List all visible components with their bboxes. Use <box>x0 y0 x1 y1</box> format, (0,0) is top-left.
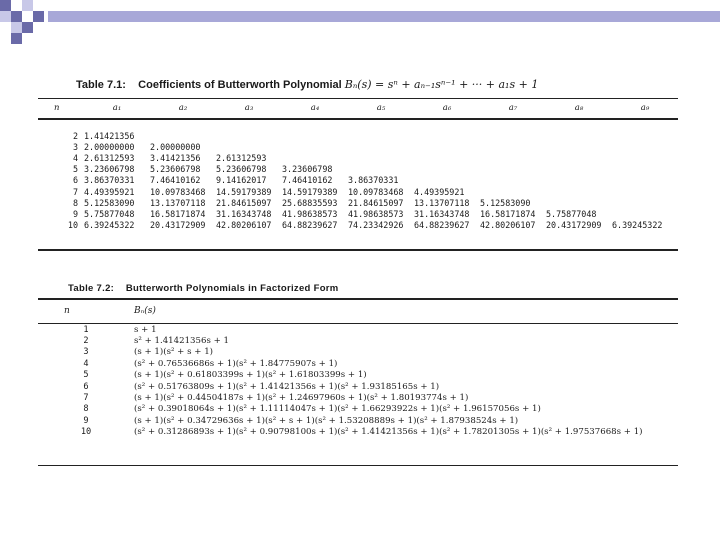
coefficient-cell: 13.13707118 <box>414 197 470 208</box>
coefficient-cell: 1.41421356 <box>84 130 135 141</box>
coefficients-table <box>38 100 678 231</box>
coefficient-cell: 3.86370331 <box>84 175 135 186</box>
deco-square <box>22 11 33 22</box>
table1-header-a9: a₉ <box>640 103 650 113</box>
coefficient-cell: 42.80206107 <box>216 220 272 231</box>
table1-header-a7: a₇ <box>508 103 518 113</box>
coefficient-cell: 14.59179389 <box>216 186 272 197</box>
row-order-cell: 3 <box>72 141 78 152</box>
coefficient-cell: 6.39245322 <box>612 220 663 231</box>
coefficient-cell: 10.09783468 <box>150 186 206 197</box>
table-row <box>38 197 678 208</box>
coefficient-cell: 16.58171874 <box>150 208 206 219</box>
deco-square <box>11 11 22 22</box>
coefficient-cell <box>348 164 414 175</box>
table2-caption: Butterworth Polynomials in Factorized Form <box>125 283 339 294</box>
coefficient-cell: 21.84615097 <box>216 197 272 208</box>
coefficient-cell: 7.46410162 <box>282 175 333 186</box>
coefficient-cell <box>612 186 678 197</box>
coefficient-cell <box>216 141 282 152</box>
coefficient-cell: 25.68835593 <box>282 197 338 208</box>
table2-label: Table 7.2: <box>68 283 115 294</box>
table-row <box>38 370 678 381</box>
coefficient-cell <box>348 130 414 141</box>
table2-bottom-rule <box>38 465 678 466</box>
table2-header-bn: Bₙ(s) <box>134 306 156 316</box>
table-row <box>38 427 678 438</box>
row-order-cell: 9 <box>83 415 89 426</box>
deco-square <box>0 11 11 22</box>
table-row <box>38 130 678 141</box>
row-order-cell: 3 <box>83 347 89 358</box>
polynomial-cell: (s² + 0.76536686s + 1)(s² + 1.84775907s + 1) <box>134 358 338 369</box>
coefficient-cell <box>612 175 678 186</box>
coefficient-cell <box>612 164 678 175</box>
coefficient-cell <box>546 152 612 163</box>
coefficient-cell <box>612 152 678 163</box>
coefficient-cell: 7.46410162 <box>150 175 201 186</box>
coefficient-cell: 5.75877048 <box>84 208 135 219</box>
table-row <box>38 381 678 392</box>
row-order-cell: 8 <box>83 404 89 415</box>
coefficient-cell: 3.41421356 <box>150 152 201 163</box>
coefficient-cell: 64.88239627 <box>282 220 338 231</box>
coefficient-cell <box>546 141 612 152</box>
row-order-cell: 2 <box>83 336 89 347</box>
table-row <box>38 392 678 403</box>
coefficient-cell <box>612 208 678 219</box>
coefficient-cell: 31.16343748 <box>216 208 272 219</box>
row-order-cell: 6 <box>72 175 78 186</box>
coefficient-cell <box>216 130 282 141</box>
table-row <box>38 186 678 197</box>
coefficient-cell: 74.23342926 <box>348 220 404 231</box>
table1-header-a4: a₄ <box>310 103 320 113</box>
polynomial-cell: (s² + 0.39018064s + 1)(s² + 1.11114047s + 1)(s² + 1.66293922s + 1)(s² + 1.96157056s + 1) <box>134 404 541 415</box>
coefficient-cell <box>480 141 546 152</box>
deco-square <box>0 0 11 11</box>
row-order-cell: 2 <box>72 130 78 141</box>
table1-label: Table 7.1: <box>76 79 126 91</box>
coefficient-cell: 41.98638573 <box>282 208 338 219</box>
table-row <box>38 175 678 186</box>
coefficient-cell <box>414 164 480 175</box>
coefficient-cell: 2.00000000 <box>84 141 135 152</box>
coefficient-cell: 3.86370331 <box>348 175 399 186</box>
table2-header-row <box>38 300 678 324</box>
row-order-cell: 8 <box>72 197 78 208</box>
row-order-cell: 7 <box>72 186 78 197</box>
coefficient-cell: 20.43172909 <box>546 220 602 231</box>
table-row <box>38 152 678 163</box>
table1-caption: Coefficients of Butterworth Polynomial <box>138 79 342 91</box>
table1-formula: Bₙ(s) = sⁿ + aₙ₋₁sⁿ⁻¹ + ··· + a₁s + 1 <box>344 78 539 91</box>
coefficient-cell <box>480 186 546 197</box>
table1-header-a2: a₂ <box>178 103 188 113</box>
coefficient-cell: 41.98638573 <box>348 208 404 219</box>
deco-square <box>11 33 22 44</box>
table1-spacer <box>38 116 678 130</box>
table1-header-a5: a₅ <box>376 103 386 113</box>
table2-header-n: n <box>64 306 70 316</box>
coefficient-cell <box>546 186 612 197</box>
table-row <box>38 404 678 415</box>
row-order-cell: 10 <box>80 427 92 438</box>
polynomial-cell: (s + 1)(s² + 0.34729636s + 1)(s² + s + 1)(s² + 1.53208889s + 1)(s² + 1.87938524s + 1) <box>134 415 519 426</box>
coefficient-cell <box>282 141 348 152</box>
coefficient-cell: 6.39245322 <box>84 220 135 231</box>
row-order-cell: 4 <box>83 358 89 369</box>
row-order-cell: 10 <box>67 220 78 231</box>
slide-header-decoration <box>0 0 720 44</box>
deco-square <box>22 0 33 11</box>
coefficient-cell: 21.84615097 <box>348 197 404 208</box>
coefficient-cell: 20.43172909 <box>150 220 206 231</box>
polynomial-cell: (s + 1)(s² + 0.44504187s + 1)(s² + 1.24697960s + 1)(s² + 1.80193774s + 1) <box>134 393 469 404</box>
coefficient-cell: 3.23606798 <box>84 164 135 175</box>
table-row <box>38 208 678 219</box>
row-order-cell: 9 <box>72 208 78 219</box>
coefficient-cell <box>282 152 348 163</box>
polynomial-cell: s² + 1.41421356s + 1 <box>134 336 230 347</box>
table-row <box>38 164 678 175</box>
table1-header-row <box>38 100 678 116</box>
table2-title <box>68 283 339 294</box>
deco-square <box>11 0 22 11</box>
coefficient-cell <box>282 130 348 141</box>
table-row <box>38 347 678 358</box>
coefficient-cell <box>480 164 546 175</box>
row-order-cell: 7 <box>83 393 89 404</box>
polynomial-cell: (s² + 0.51763809s + 1)(s² + 1.41421356s + 1)(s² + 1.93185165s + 1) <box>134 381 440 392</box>
table1-header-n: n <box>54 103 60 113</box>
coefficient-cell: 10.09783468 <box>348 186 404 197</box>
coefficient-cell <box>546 164 612 175</box>
coefficient-cell <box>150 130 216 141</box>
table1-header-a6: a₆ <box>442 103 452 113</box>
coefficient-cell <box>348 141 414 152</box>
row-order-cell: 6 <box>83 381 89 392</box>
coefficient-cell: 64.88239627 <box>414 220 470 231</box>
coefficient-cell: 5.12583090 <box>84 197 135 208</box>
coefficient-cell <box>414 175 480 186</box>
coefficient-cell <box>480 175 546 186</box>
row-order-cell: 5 <box>83 370 89 381</box>
table1-header-a1: a₁ <box>112 103 122 113</box>
coefficient-cell <box>546 197 612 208</box>
deco-accent-bar <box>48 11 720 22</box>
coefficient-cell <box>546 175 612 186</box>
deco-square <box>33 11 44 22</box>
coefficient-cell: 5.75877048 <box>546 208 597 219</box>
table-row <box>38 141 678 152</box>
table1-bottom-rule <box>38 249 678 251</box>
row-order-cell: 4 <box>72 152 78 163</box>
coefficient-cell: 14.59179389 <box>282 186 338 197</box>
coefficient-cell <box>414 141 480 152</box>
coefficient-cell <box>612 141 678 152</box>
table-row <box>38 358 678 369</box>
coefficient-cell <box>546 130 612 141</box>
coefficient-cell <box>612 130 678 141</box>
coefficient-cell: 2.00000000 <box>150 141 201 152</box>
coefficient-cell: 31.16343748 <box>414 208 470 219</box>
polynomial-cell: s + 1 <box>134 324 157 335</box>
coefficient-cell: 42.80206107 <box>480 220 536 231</box>
row-order-cell: 5 <box>72 164 78 175</box>
coefficient-cell: 2.61312593 <box>84 152 135 163</box>
coefficient-cell: 3.23606798 <box>282 164 333 175</box>
coefficient-cell: 9.14162017 <box>216 175 267 186</box>
factorized-table <box>38 300 678 438</box>
coefficient-cell: 13.13707118 <box>150 197 206 208</box>
row-order-cell: 1 <box>83 324 89 335</box>
coefficient-cell: 16.58171874 <box>480 208 536 219</box>
coefficient-cell: 5.12583090 <box>480 197 531 208</box>
coefficient-cell <box>480 130 546 141</box>
coefficient-cell <box>348 152 414 163</box>
coefficient-cell <box>414 130 480 141</box>
polynomial-cell: (s² + 0.31286893s + 1)(s² + 0.90798100s + 1)(s² + 1.41421356s + 1)(s² + 1.78201305s + 1)(s² + 1.97537668s + 1) <box>134 427 643 438</box>
polynomial-cell: (s + 1)(s² + s + 1) <box>134 347 214 358</box>
deco-square <box>11 22 22 33</box>
table-row <box>38 415 678 426</box>
table1-title <box>76 78 538 91</box>
coefficient-cell <box>414 152 480 163</box>
table-row <box>38 220 678 231</box>
table-row <box>38 324 678 335</box>
coefficient-cell: 4.49395921 <box>84 186 135 197</box>
table1-header-a8: a₈ <box>574 103 584 113</box>
coefficient-cell: 2.61312593 <box>216 152 267 163</box>
table-row <box>38 335 678 346</box>
table1-top-rule <box>38 98 678 99</box>
deco-square <box>22 22 33 33</box>
coefficient-cell: 4.49395921 <box>414 186 465 197</box>
coefficient-cell: 5.23606798 <box>216 164 267 175</box>
polynomial-cell: (s + 1)(s² + 0.61803399s + 1)(s² + 1.61803399s + 1) <box>134 370 367 381</box>
table1-header-a3: a₃ <box>244 103 254 113</box>
coefficient-cell <box>612 197 678 208</box>
coefficient-cell <box>480 152 546 163</box>
coefficient-cell: 5.23606798 <box>150 164 201 175</box>
